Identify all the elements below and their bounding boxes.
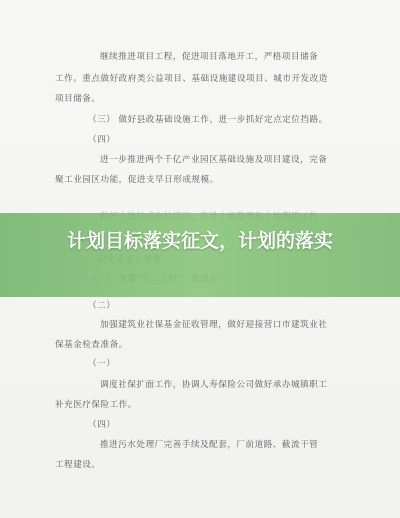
doc-line-18: 推进污水处理厂完善手续及配套，厂前道路、截流干管 <box>100 440 319 450</box>
doc-line-1: 继续推进项目工程，促进项目落地开工，严格项目储备 <box>100 52 319 62</box>
doc-line-12: 加强建筑业社保基金征收管理，做好迎接营口市建筑业社 <box>100 320 328 330</box>
doc-line-13: 保基金检查准备。 <box>55 340 128 350</box>
doc-line-16: 补充医疗保险工作。 <box>55 400 137 410</box>
doc-line-5: （四） <box>88 135 116 145</box>
doc-line-11: （二） <box>88 301 116 311</box>
doc-line-3: 项目储备。 <box>55 94 101 104</box>
doc-line-4: （三） 做好县政基础设施工作，进一步抓好定点定位挡路。 <box>88 115 328 125</box>
doc-line-15: 调度社保扩面工作，协调人寿保险公司做好承办城镇职工 <box>100 380 328 390</box>
doc-line-6: 进一步推进两个千亿产业园区基础设施及项目建设，完备 <box>100 155 328 165</box>
doc-line-14: （一） <box>88 359 116 369</box>
doc-line-17: （四） <box>88 420 116 430</box>
title-banner <box>0 213 400 297</box>
banner-title: 计划目标落实征文，计划的落实 <box>66 230 333 252</box>
doc-line-19: 工程建设。 <box>55 460 101 470</box>
doc-line-7: 聚工业园区功能，促进支早日形成规模。 <box>55 175 219 185</box>
doc-line-2: 工作。重点做好政府类公益项目、基础设施建设项目、城市开发改造 <box>55 74 328 84</box>
